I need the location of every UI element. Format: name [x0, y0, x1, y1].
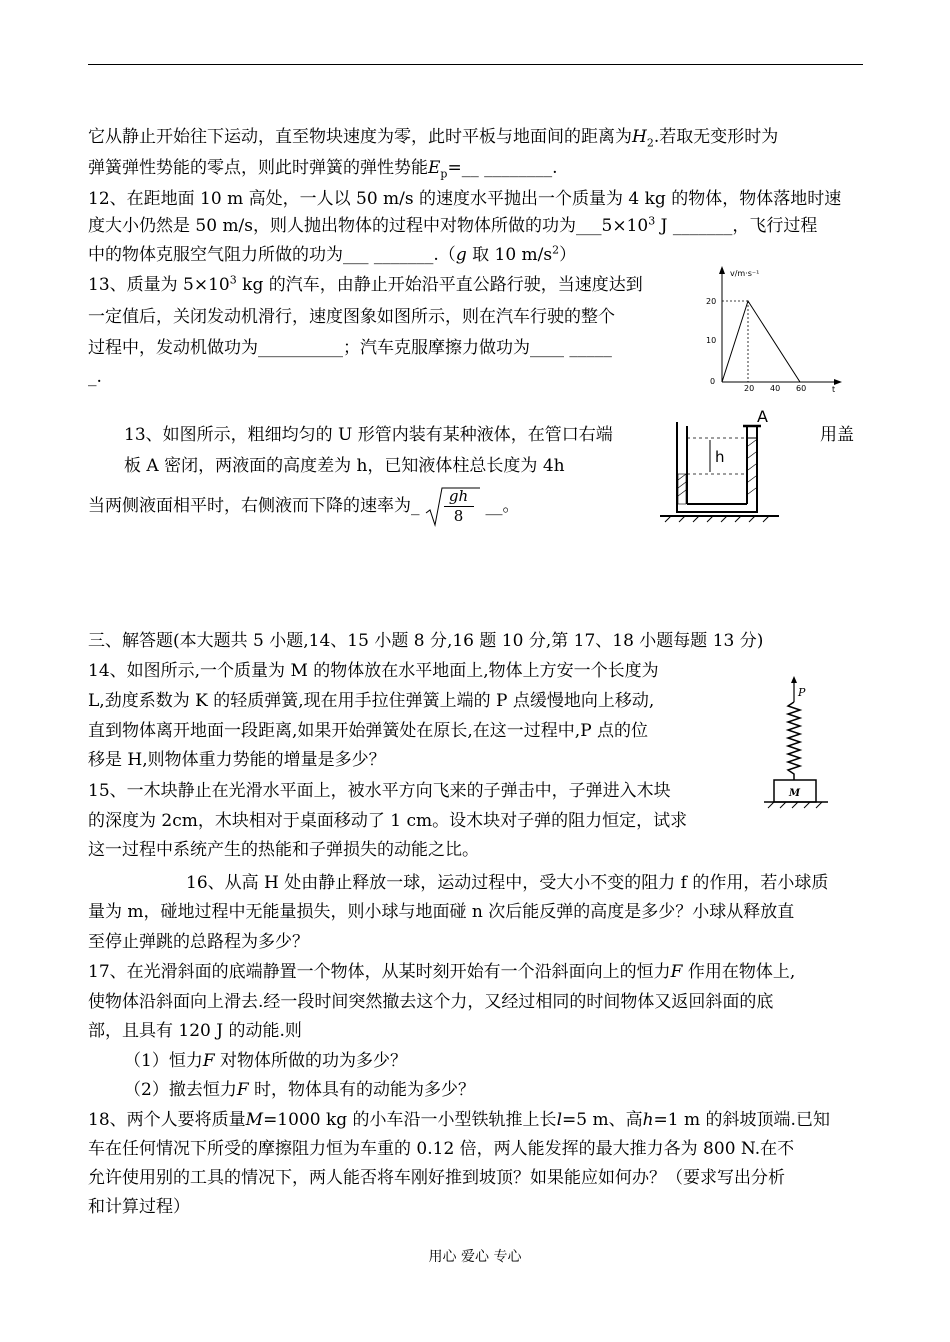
p12-line1: 12、在距地面 10 m 高处，一人以 50 m/s 的速度水平抛出一个质量为 4 kg 的物体，物体落地时速 — [88, 189, 842, 209]
p13b-line2: 板 A 密闭，两液面的高度差为 h，已知液体柱总长度为 4h — [124, 456, 565, 476]
p15-line1: 15、一木块静止在光滑水平面上，被水平方向飞来的子弹击中，子弹进入木块 — [88, 781, 671, 801]
p12-line2: 度大小仍然是 50 m/s，则人抛出物体的过程中对物体所做的功为$\_\_\_5\times 10^3$ J _______，飞行过程 — [88, 214, 818, 236]
graph-ytick-10: 10 — [706, 336, 717, 345]
p13b-line3: 当两侧液面相平时，右侧液而下降的速率为_ $\frac{gh}{8}$ __。 — [88, 486, 520, 525]
p11-line2: 弹簧弹性势能的零点，则此时弹簧的弹性势能$E_p=\_\_$ ________. — [88, 158, 558, 181]
p14-line2: L,劲度系数为 K 的轻质弹簧,现在用手拉住弹簧上端的 P 点缓慢地向上移动, — [88, 691, 655, 711]
graph-xtick-40: 40 — [770, 384, 781, 393]
velocity-line — [722, 301, 800, 382]
height-label-h: h — [715, 448, 725, 466]
p13a-line4: _. — [88, 367, 102, 387]
p13a-line3: 过程中，发动机做功为__________；汽车克服摩擦力做功为____ _____ — [88, 338, 612, 358]
p16-line1: 16、从高 H 处由静止释放一球，运动过程中，受大小不变的阻力 f 的作用，若小球质 — [186, 873, 829, 893]
p17-line1: 17、在光滑斜面的底端静置一个物体，从某时刻开始有一个沿斜面向上的恒力F 作用在物体上, — [88, 962, 796, 982]
velocity-time-graph — [700, 264, 850, 396]
block-label-m: M — [789, 788, 801, 799]
spring-block-figure — [762, 672, 832, 812]
graph-ytick-0: 0 — [710, 377, 716, 386]
p17-line3: 部，且具有 120 J 的动能.则 — [88, 1021, 302, 1041]
p15-line3: 这一过程中系统产生的热能和子弹损失的动能之比。 — [88, 840, 479, 860]
p16-line3: 至停止弹跳的总路程为多少？ — [88, 932, 309, 952]
p13b-line1-right: 用盖 — [820, 425, 854, 445]
p13a-line1: 13、质量为 $5\times 10^3$ kg 的汽车，由静止开始沿平直公路行驶，当速度达到 — [88, 273, 643, 295]
p16-line2: 量为 m，碰地过程中无能量损失，则小球与地面碰 n 次后能反弹的高度是多少？小球从释放直 — [88, 902, 795, 922]
section3-heading: 三、解答题(本大题共 5 小题,14、15 小题 8 分,16 题 10 分,第 17、18 小题每题 13 分) — [88, 631, 764, 651]
graph-xlabel: t — [832, 385, 836, 394]
graph-xtick-20: 20 — [744, 384, 755, 393]
spring-coil — [788, 702, 800, 780]
p14-line3: 直到物体离开地面一段距离,如果开始弹簧处在原长,在这一过程中,P 点的位 — [88, 721, 649, 741]
p18-line2: 车在任何情况下所受的摩擦阻力恒为车重的 0.12 倍，两人能发挥的最大推力各为 800 N.在不 — [88, 1139, 795, 1159]
header-rule — [88, 64, 863, 65]
p12-line3: 中的物体克服空气阻力所做的功为___ _______.（g 取 10 $m/s^2$） — [88, 243, 577, 265]
p18-line4: 和计算过程） — [88, 1197, 190, 1217]
p17-line2: 使物体沿斜面向上滑去.经一段时间突然撤去这个力，又经过相同的时间物体又返回斜面的底 — [88, 992, 774, 1012]
p17-question1: （1）恒力F 对物体所做的功为多少？ — [124, 1051, 408, 1071]
page-footer: 用心 爱心 专心 — [428, 1249, 522, 1265]
p11-line1: 它从静止开始往下运动，直至物块速度为零，此时平板与地面间的距离为$H_2$.若取无变形时为 — [88, 127, 779, 150]
p15-line2: 的深度为 2cm，木块相对于桌面移动了 1 cm。设木块对子弹的阻力恒定，试求 — [88, 811, 688, 831]
p13b-line1: 13、如图所示，粗细均匀的 U 形管内装有某种液体，在管口右端 — [124, 425, 613, 445]
u-tube-figure — [655, 404, 785, 522]
graph-xtick-60: 60 — [796, 384, 807, 393]
p14-line1: 14、如图所示,一个质量为 M 的物体放在水平地面上,物体上方安一个长度为 — [88, 661, 659, 681]
p14-line4: 移是 H,则物体重力势能的增量是多少？ — [88, 750, 386, 770]
p18-line3: 允许使用别的工具的情况下，两人能否将车刚好推到坡顶？如果能应如何办？（要求写出分析 — [88, 1168, 785, 1188]
sqrt-gh-over-8: $\frac{gh}{8}$ — [422, 487, 484, 527]
graph-ytick-20: 20 — [706, 297, 717, 306]
graph-ylabel: v/m·s⁻¹ — [730, 269, 760, 278]
p13a-line2: 一定值后，关闭发动机滑行，速度图象如图所示，则在汽车行驶的整个 — [88, 307, 615, 327]
plate-label-a: A — [757, 407, 768, 426]
p18-line1: 18、两个人要将质量M=1000 kg 的小车沿一小型铁轨推上长l=5 m、高h=1 m 的斜坡顶端.已知 — [88, 1110, 830, 1130]
p17-question2: （2）撤去恒力F 时，物体具有的动能为多少？ — [124, 1080, 476, 1100]
spring-label-p: P — [798, 686, 806, 699]
